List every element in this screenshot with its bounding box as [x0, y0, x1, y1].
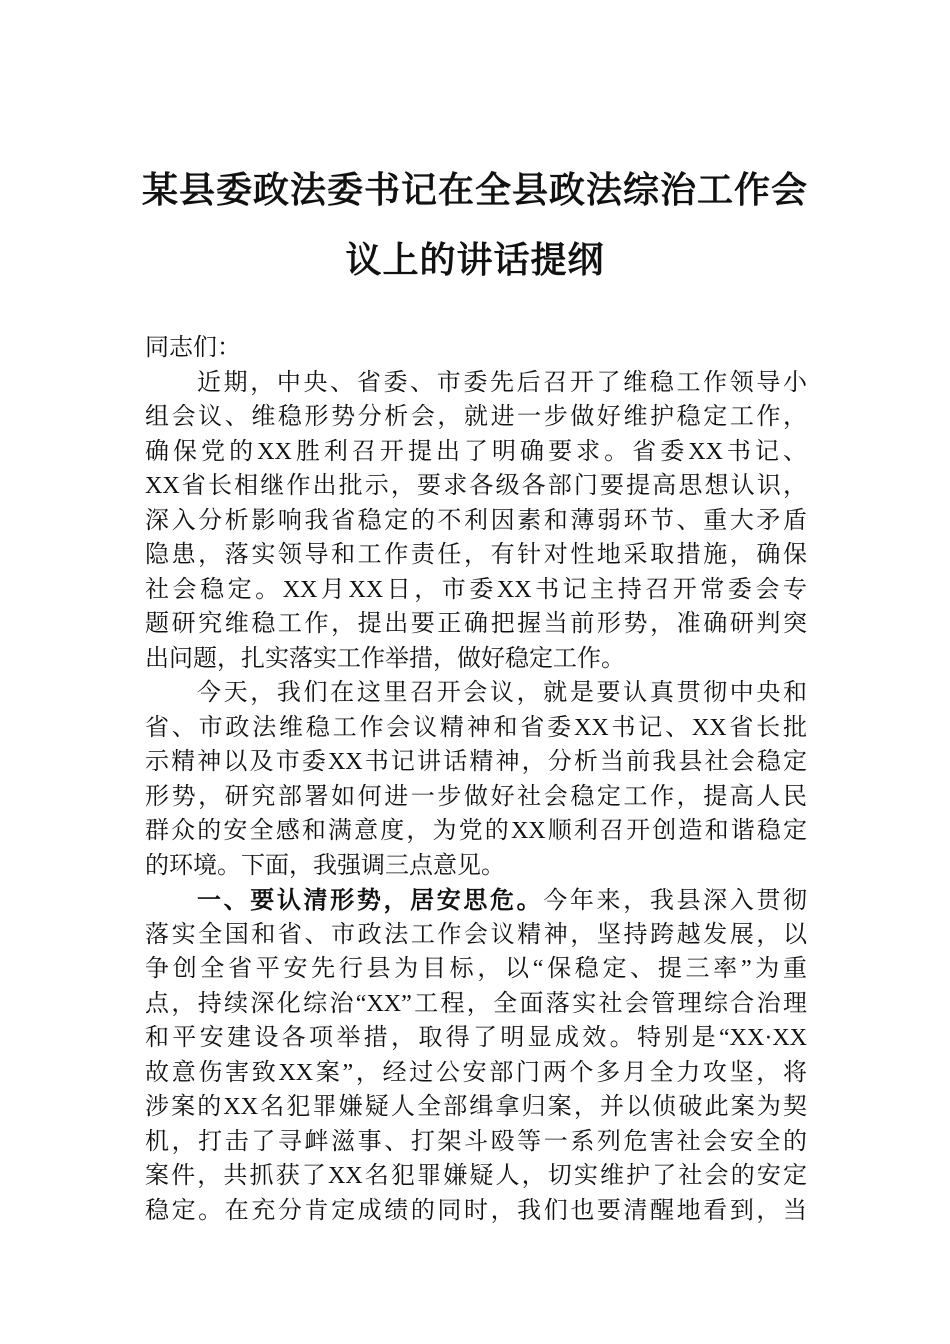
text-line: 稳定。在充分肯定成绩的同时，我们也要清醒地看到，当: [145, 1197, 807, 1224]
document-title-line-1: 某县委政法委书记在全县政法综治工作会: [141, 170, 808, 210]
document-body: [145, 331, 807, 1228]
text-line: 点，持续深化综治“XX”工程，全面落实社会管理综合治理: [145, 990, 807, 1017]
text-line: 组会议、维稳形势分析会，就进一步做好维护稳定工作，: [145, 404, 807, 430]
text-line: 的环境。下面，我强调三点意见。: [145, 852, 505, 879]
text-line: XX省长相继作出批示，要求各级各部门要提高思想认识，: [145, 473, 807, 499]
text-line: 题研究维稳工作，提出要正确把握当前形势，准确研判突: [145, 611, 807, 637]
text-line: 隐患，落实领导和工作责任，有针对性地采取措施，确保: [145, 542, 807, 568]
text-line: 省、市政法维稳工作会议精神和省委XX书记、XX省长批: [145, 714, 807, 741]
text-line: 涉案的XX名犯罪嫌疑人全部缉拿归案，并以侦破此案为契: [145, 1094, 807, 1120]
text-line: 落实全国和省、市政法工作会议精神，坚持跨越发展，以: [145, 921, 807, 948]
text-line: 示精神以及市委XX书记讲话精神，分析当前我县社会稳定: [145, 749, 807, 775]
text-line: 故意伤害致XX案”，经过公安部门两个多月全力攻坚，将: [145, 1059, 807, 1086]
text-line: 案件，共抓获了XX名犯罪嫌疑人，切实维护了社会的安定: [145, 1163, 807, 1189]
section-heading: 一、要认清形势，居安思危。: [197, 886, 544, 914]
text-line: 形势，研究部署如何进一步做好社会稳定工作，提高人民: [145, 783, 807, 810]
paragraph-2: [145, 676, 807, 883]
salutation: 同志们：: [145, 335, 241, 361]
text-line: 确保党的XX胜利召开提出了明确要求。省委XX书记、: [145, 438, 807, 465]
text-line: 群众的安全感和满意度，为党的XX顺利召开创造和谐稳定: [145, 818, 807, 844]
text-run: 今年来，我县深入贯彻: [543, 888, 808, 914]
document-title-line-2: 议上的讲话提纲: [345, 240, 605, 280]
paragraph-1: [145, 366, 807, 677]
text-line: 出问题，扎实落实工作举措，做好稳定工作。: [145, 645, 625, 672]
text-line: 社会稳定。XX月XX日，市委XX书记主持召开常委会专: [145, 576, 807, 603]
text-line: 深入分析影响我省稳定的不利因素和薄弱环节、重大矛盾: [145, 507, 807, 534]
text-line: 机，打击了寻衅滋事、打架斗殴等一系列危害社会安全的: [145, 1128, 807, 1155]
text-line: [145, 883, 807, 918]
text-line: 近期，中央、省委、市委先后召开了维稳工作领导小: [197, 369, 807, 396]
text-line: 争创全省平安先行县为目标，以“保稳定、提三率”为重: [145, 956, 807, 982]
text-line: 今天，我们在这里召开会议，就是要认真贯彻中央和: [197, 680, 807, 706]
text-line: 和平安建设各项举措，取得了明显成效。特别是“XX·XX: [145, 1025, 807, 1051]
paragraph-3: [145, 883, 807, 1228]
